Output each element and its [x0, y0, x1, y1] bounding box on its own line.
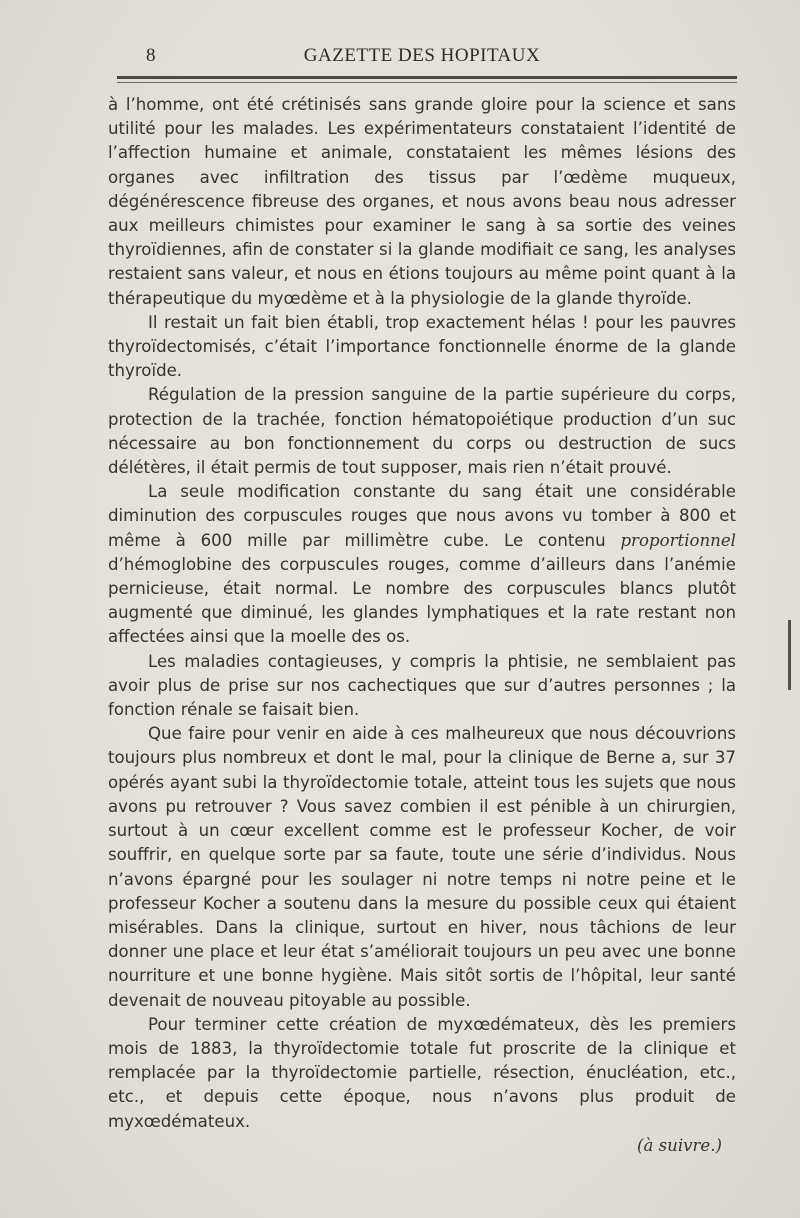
paragraph-blood-text-start: La seule modification constante du sang était une considérable diminution des corpuscules rouges que nous avons vu tomber à 800 et même à 600 mille par millimètre cube. Le contenu — [108, 482, 736, 550]
page-header — [108, 45, 736, 69]
paragraph-blood-modification — [108, 480, 736, 649]
article-body — [108, 93, 736, 1158]
margin-binding-mark — [788, 620, 791, 690]
italic-proportionnel: proportionnel — [620, 530, 736, 550]
header-rule-thick — [117, 76, 737, 79]
paragraph-contagious-diseases: Les maladies contagieuses, y compris la phtisie, ne semblaient pas avoir plus de prise sur nos cachectiques que sur d’autres personnes ; la fonction rénale se faisait bien. — [108, 651, 736, 720]
paragraph-conclusion: Pour terminer cette création de myxœdémateux, dès les premiers mois de 1883, la thyroïdectomie totale fut proscrite de la clinique et remplacée par la thyroïdectomie partielle, résection, énucléation, etc., etc., et depuis cette époque, nous n’avons plus produit de myxœdémateux. — [108, 1014, 736, 1131]
paragraph-regulation: Régulation de la pression sanguine de la partie supérieure du corps, protection de la trachée, fonction hématopoiétique production d’un suc nécessaire au bon fonctionnement du corps ou destruction de sucs délétères, il était permis de tout supposer, mais rien n’était prouvé. — [108, 385, 736, 478]
paragraph-continuation: à l’homme, ont été crétinisés sans grande gloire pour la science et sans utilité pour les malades. Les expérimentateurs constataient l’identité de l’affection humaine et animale, constataient les mêmes lésions des organes avec infiltration des tissus par l’œdème muqueux, dégénérescence fibreuse des organes, et nous avons beau nous adresser aux meilleurs chimistes pour examiner le sang à sa sortie des veines thyroïdiennes, afin de constater si la glande modifiait ce sang, les analyses restaient sans valeur, et nous en étions toujours au même point quant à la thérapeutique du myœdème et à la physiologie de la glande thyroïde. — [108, 95, 736, 308]
header-rule-thin — [117, 82, 737, 83]
running-title: GAZETTE DES HOPITAUX — [303, 45, 541, 66]
paragraph-blood-text-end: d’hémoglobine des corpuscules rouges, comme d’ailleurs dans l’anémie pernicieuse, était normal. Le nombre des corpuscules blancs plutôt augmenté que diminué, les glandes lymphatiques et la rate restant non affectées ainsi que la moelle des os. — [108, 554, 736, 647]
signoff-a-suivre: (à suivre.) — [636, 1135, 722, 1155]
page-number: 8 — [146, 45, 156, 66]
paragraph-what-to-do: Que faire pour venir en aide à ces malheureux que nous découvrions toujours plus nombreux et dont le mal, pour la clinique de Berne a, sur 37 opérés ayant subi la thyroïdectomie totale, atteint tous les sujets que nous avons pu retrouver ? Vous savez combien il est pénible à un chirurgien, surtout à un cœur excellent comme est le professeur Kocher, de voir souffrir, en quelque sorte par sa faute, toute une série d’individus. Nous n’avons épargné pour les soulager ni notre temps ni notre peine et le professeur Kocher a soutenu dans la mesure du possible ceux qui étaient misérables. Dans la clinique, surtout en hiver, nous tâchions de leur donner une place et leur état s’améliorait toujours un peu avec une bonne nourriture et une bonne hygiène. Mais sitôt sortis de l’hôpital, leur santé devenait de nouveau pitoyable au possible. — [108, 724, 736, 1010]
paragraph-glande-importance: Il restait un fait bien établi, trop exactement hélas ! pour les pauvres thyroïdectomisés, c’était l’importance fonctionnelle énorme de la glande thyroïde. — [108, 312, 736, 381]
